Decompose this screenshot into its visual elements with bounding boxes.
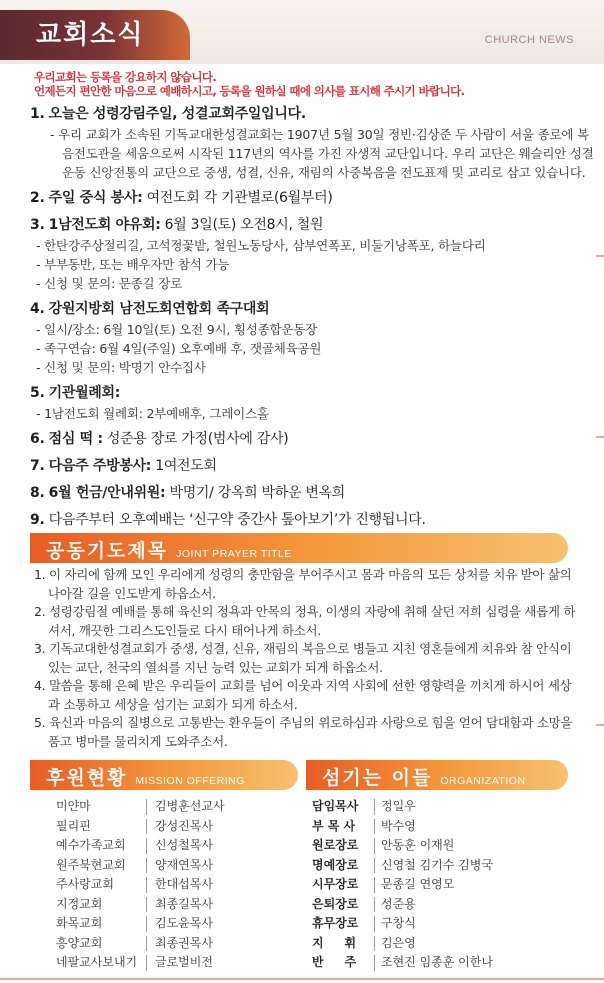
- divider-mark: [596, 436, 604, 438]
- mission-section-title: 후원현황: [46, 767, 128, 789]
- news-item-number: 6.: [30, 431, 45, 447]
- news-item-heading: [30, 215, 596, 236]
- news-item-number: 1.: [30, 106, 45, 122]
- mission-section-subtitle: MISSION OFFERING: [135, 775, 245, 787]
- column-divider: [374, 838, 375, 854]
- column-divider: [146, 877, 147, 893]
- org-names: 김은영: [381, 935, 416, 950]
- org-row: [312, 875, 493, 895]
- mission-place: 필리핀: [56, 818, 91, 833]
- mission-place: 흥양교회: [56, 935, 103, 950]
- org-names: 성준용: [381, 896, 416, 911]
- organization-list: [312, 797, 493, 973]
- news-item-title: 오늘은 성령강림주일, 성결교회주일입니다.: [48, 106, 306, 122]
- page-header: [0, 0, 604, 64]
- org-names: 안동훈 이재원: [381, 838, 455, 852]
- mission-row: [56, 934, 225, 954]
- news-item: [30, 383, 596, 423]
- mission-place: 지정교회: [56, 896, 103, 911]
- org-role: 원로장로: [312, 838, 359, 852]
- news-item: [30, 215, 596, 293]
- news-item: [30, 104, 596, 182]
- org-row: [312, 895, 493, 915]
- org-row: [312, 817, 493, 837]
- page-title: 교회소식: [36, 20, 145, 50]
- news-item-title: 주일 중식 봉사:: [48, 190, 143, 206]
- news-item-detail: - 우리 교회가 소속된 기독교대한성결교회는 1907년 5월 30일 정빈·김상준 두 사람이 서울 종로에 복음전도관을 세움으로써 시작된 117년의 역사를 가진 자생적 교단입니다. 우리 교단은 웨슬리안 성결운동 신앙전통의 교단으로 중생, 성결, 신유, 재림의 사중복음을 전도표제 및 교리로 삼고 있습니다.: [50, 127, 594, 180]
- org-section-subtitle: ORGANIZATION: [440, 775, 526, 787]
- divider-mark: [596, 724, 604, 726]
- news-item-heading: [30, 510, 596, 531]
- org-role: 담임목사: [312, 799, 359, 813]
- news-item-number: 2.: [30, 190, 45, 206]
- news-item-heading: [30, 483, 596, 504]
- news-item-detail: - 족구연습: 6월 4일(주일) 오후예배 후, 잿골체육공원: [36, 341, 322, 356]
- mission-list: [56, 797, 225, 973]
- column-divider: [146, 819, 147, 835]
- org-section-title: 섬기는 이들: [322, 767, 433, 789]
- org-role: 명예장로: [312, 857, 359, 872]
- org-row: [312, 914, 493, 934]
- news-item-number: 8.: [30, 485, 45, 501]
- prayer-section-header: [30, 533, 568, 563]
- news-item-number: 7.: [30, 458, 45, 474]
- news-item: [30, 483, 596, 504]
- org-names: 문종길 연영모: [381, 877, 455, 891]
- mission-person: 글로벌비전: [155, 955, 213, 969]
- org-names: 조현진 임종훈 이한나: [381, 955, 493, 969]
- column-divider: [146, 916, 147, 932]
- column-divider: [374, 936, 375, 952]
- mission-person: 최종권목사: [155, 935, 213, 950]
- news-item-text: 6월 3일(토) 오전8시, 철원: [160, 217, 324, 233]
- org-role: 부 목 사: [312, 818, 356, 833]
- org-role: 시무장로: [312, 877, 359, 891]
- column-divider: [146, 838, 147, 854]
- prayer-item: 5. 육신과 마음의 질병으로 고통받는 환우들이 주님의 위로하심과 사랑으로 힘을 얻어 담대함과 소망을 품고 병마를 물리치게 도와주소서.: [34, 715, 573, 749]
- column-divider: [146, 936, 147, 952]
- news-item-number: 3.: [30, 217, 45, 233]
- news-item-detail: - 부부동반, 또는 배우자만 참석 가능: [36, 257, 230, 272]
- mission-row: [56, 797, 225, 817]
- news-item: [30, 510, 596, 531]
- mission-person: 신성철목사: [155, 838, 213, 852]
- news-item-heading: [30, 383, 596, 404]
- mission-person: 김도윤목사: [155, 916, 213, 930]
- column-divider: [146, 799, 147, 815]
- news-item: [30, 299, 596, 377]
- org-row: [312, 934, 493, 954]
- news-item-heading: [30, 104, 596, 125]
- prayer-item: 4. 말씀을 통해 은혜 받은 우리들이 교회를 넘어 이웃과 지역 사회에 선한 영향력을 끼치게 하시어 세상과 소통하고 세상을 섬기는 교회가 되게 하소서.: [34, 678, 572, 712]
- org-names: 정일우: [381, 799, 416, 813]
- column-divider: [374, 799, 375, 815]
- prayer-list: [30, 566, 580, 751]
- news-item-title: 기관월례회:: [48, 385, 121, 401]
- mission-place: 네팔교사보내기: [56, 955, 138, 969]
- news-item-title: 다음주 주방봉사:: [48, 458, 152, 474]
- news-item-text: 여전도회 각 기관별로(6월부터): [142, 190, 333, 206]
- news-item-heading: [30, 456, 596, 477]
- mission-row: [56, 856, 225, 876]
- news-item-number: 5.: [30, 385, 45, 401]
- news-item: [30, 456, 596, 477]
- news-item-text: 다음주부터 오후예배는 ‘신구약 중간사 톺아보기’가 진행됩니다.: [48, 512, 426, 528]
- mission-row: [56, 895, 225, 915]
- org-role: 휴무장로: [312, 916, 359, 930]
- page-subtitle: CHURCH NEWS: [484, 34, 574, 46]
- prayer-item: 1. 이 자리에 함께 모인 우리에게 성령의 충만함을 부어주시고 몸과 마음의 모든 상처를 치유 받아 삶의 나아갈 길을 인도받게 하옵소서.: [34, 567, 572, 601]
- mission-place: 주사랑교회: [56, 877, 114, 891]
- news-item-detail: - 1남전도회 월례회: 2부예배후, 그레이스홀: [36, 406, 269, 421]
- mission-person: 김병훈선교사: [155, 799, 225, 813]
- mission-person: 강성진목사: [155, 818, 213, 833]
- column-divider: [146, 897, 147, 913]
- column-divider: [374, 877, 375, 893]
- column-divider: [146, 858, 147, 874]
- prayer-item: 3. 기독교대한성결교회가 중생, 성결, 신유, 재림의 복음으로 병들고 지친 영혼들에게 치유와 참 안식이 있는 교단, 천국의 열쇠를 지닌 능력 있는 교회가 되게 하옵소서.: [34, 641, 572, 675]
- prayer-section-subtitle: JOINT PRAYER TITLE: [176, 548, 292, 560]
- mission-row: [56, 836, 225, 856]
- news-item-heading: [30, 188, 596, 209]
- prayer-section-title: 공동기도제목: [46, 540, 169, 562]
- mission-row: [56, 914, 225, 934]
- news-item-number: 4.: [30, 301, 45, 317]
- news-list: [30, 104, 596, 537]
- org-names: 박수영: [381, 818, 416, 833]
- org-role: 지 휘: [312, 935, 357, 950]
- notice: [34, 70, 594, 98]
- column-divider: [146, 955, 147, 971]
- mission-row: [56, 953, 225, 973]
- news-item-text: 성준용 장로 가정(범사에 감사): [102, 431, 289, 447]
- news-item-detail: - 신청 및 문의: 문종길 장로: [36, 276, 182, 291]
- news-item-detail: - 일시/장소: 6월 10일(토) 오전 9시, 횡성종합운동장: [36, 322, 317, 337]
- org-row: [312, 836, 493, 856]
- org-names: 신영철 김기수 김병국: [381, 857, 493, 872]
- prayer-item: 2. 성령강림절 예배를 통해 육신의 정욕과 안목의 정욕, 이생의 자랑에 취해 살던 저희 심령을 새롭게 하셔서, 깨끗한 그리스도인들로 다시 태어나게 하소서.: [34, 604, 576, 638]
- notice-line: 언제든지 편안한 마음으로 예배하시고, 등록을 원하실 때에 의사를 표시해 주시기 바랍니다.: [34, 84, 465, 98]
- org-section-header: [306, 760, 568, 790]
- mission-person: 양재연목사: [155, 857, 213, 872]
- news-item-text: 박명기/ 강옥희 박하운 변옥희: [165, 485, 346, 501]
- news-item: [30, 188, 596, 209]
- divider-mark: [596, 255, 604, 257]
- news-item-detail: - 한탄강주상절리길, 고석정꽃밭, 철원노동당사, 삼부연폭포, 비둘기낭폭포, 하늘다리: [36, 238, 486, 253]
- news-item-text: 1여전도회: [151, 458, 217, 474]
- news-item-heading: [30, 299, 596, 320]
- mission-place: 미얀마: [56, 799, 91, 813]
- column-divider: [374, 897, 375, 913]
- org-names: 구창식: [381, 916, 416, 930]
- column-divider: [374, 858, 375, 874]
- bottom-divider: [0, 978, 604, 980]
- mission-place: 원주북현교회: [56, 857, 126, 872]
- org-role: 은퇴장로: [312, 896, 359, 911]
- news-item: [30, 429, 596, 450]
- news-item-detail: - 신청 및 문의: 박명기 안수집사: [36, 360, 206, 375]
- news-item-heading: [30, 429, 596, 450]
- column-divider: [374, 819, 375, 835]
- mission-row: [56, 817, 225, 837]
- news-item-title: 점심 떡 :: [48, 431, 103, 447]
- news-item-number: 9.: [30, 512, 45, 528]
- org-role: 반 주: [312, 955, 357, 969]
- news-item-title: 1남전도회 야유회:: [48, 217, 161, 233]
- mission-section-header: [30, 760, 298, 790]
- mission-person: 한대섭목사: [155, 877, 213, 891]
- mission-person: 최종길목사: [155, 896, 213, 911]
- column-divider: [374, 916, 375, 932]
- mission-row: [56, 875, 225, 895]
- news-item-title: 6월 헌금/안내위원:: [48, 485, 166, 501]
- mission-place: 예수가족교회: [56, 838, 126, 852]
- org-row: [312, 856, 493, 876]
- news-item-title: 강원지방회 남전도회연합회 족구대회: [48, 301, 270, 317]
- column-divider: [374, 955, 375, 971]
- org-row: [312, 797, 493, 817]
- mission-place: 화목교회: [56, 916, 103, 930]
- notice-line: 우리교회는 등록을 강요하지 않습니다.: [34, 70, 217, 84]
- org-row: [312, 953, 493, 973]
